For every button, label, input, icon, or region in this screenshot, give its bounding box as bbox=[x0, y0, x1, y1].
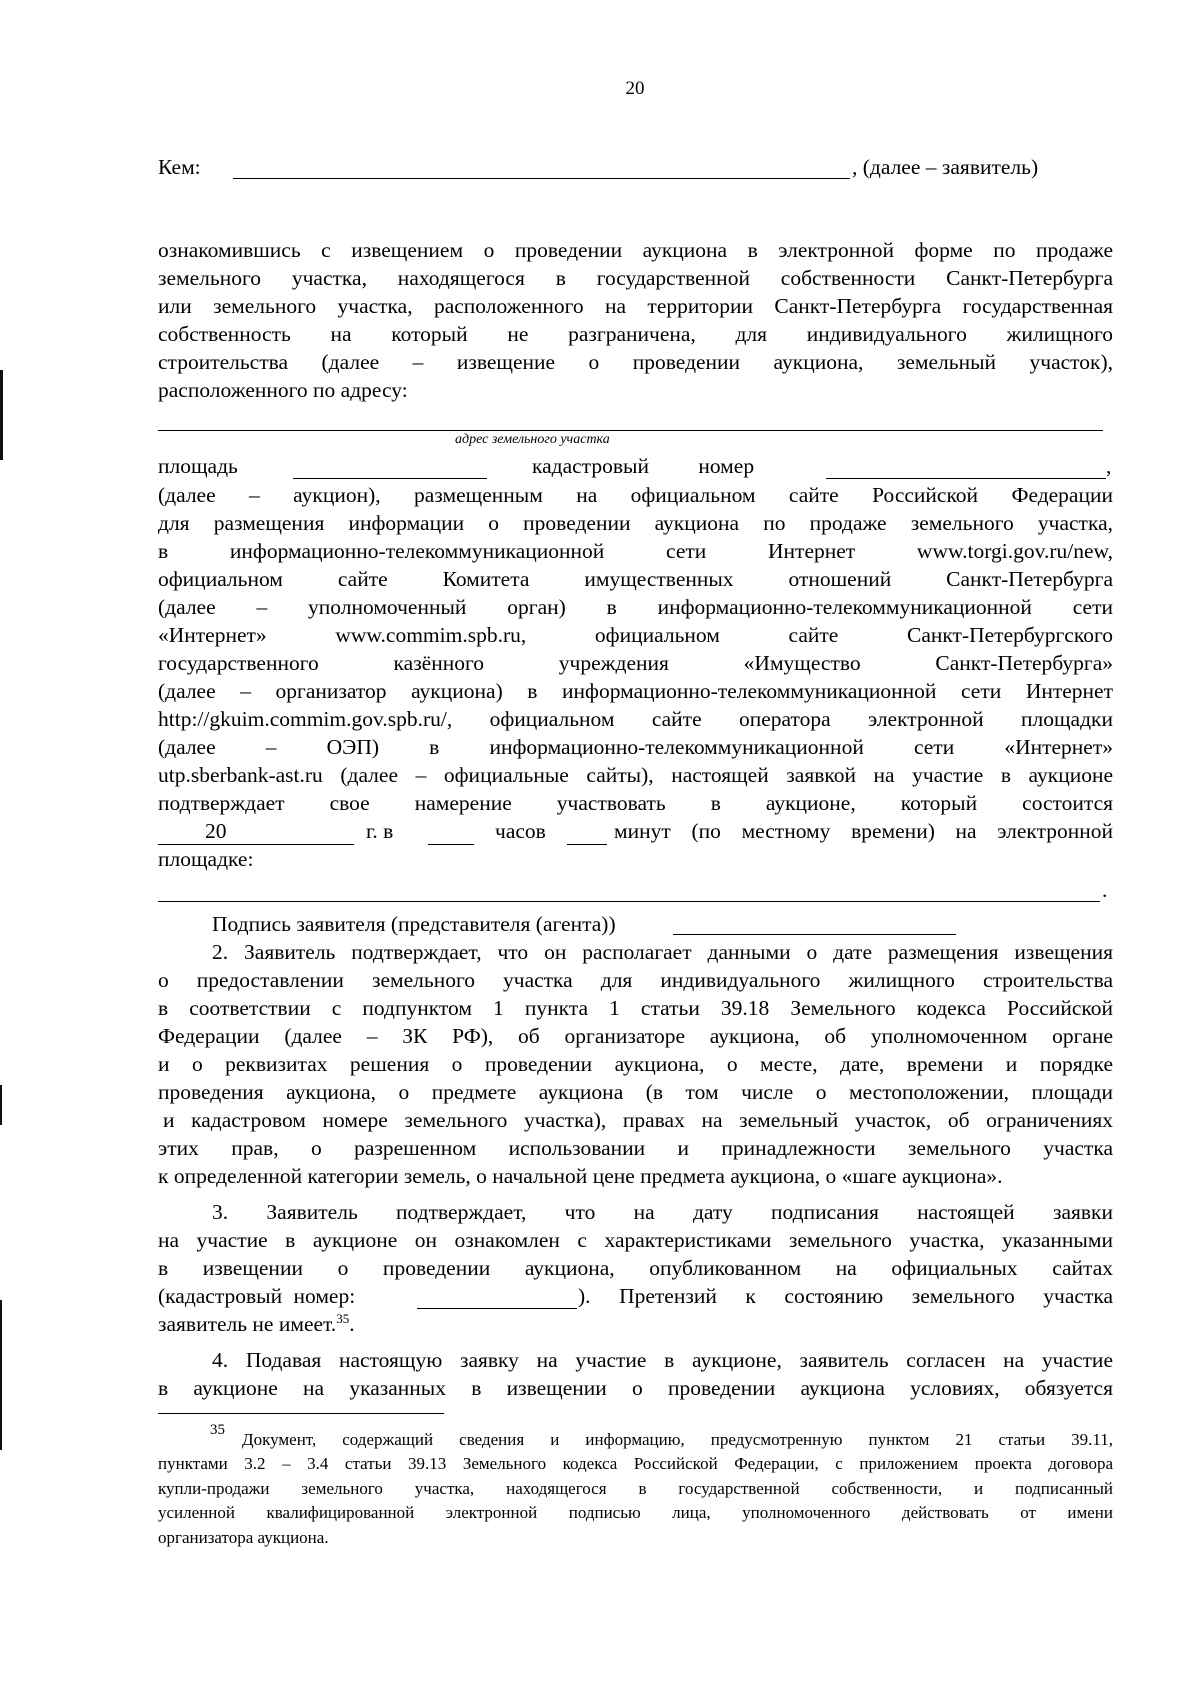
p4-cad-before: (кадастровый номер: bbox=[158, 1284, 356, 1308]
footnote-mark: 35 bbox=[210, 1422, 225, 1438]
p3-line-9: к определенной категории земель, о начальной цене предмета аукциона, о «шаге аукциона». bbox=[158, 1164, 1003, 1188]
p2-line-7: государственного казённого учреждения «Имущество Санкт-Петербурга» bbox=[158, 651, 1113, 675]
p3-line-8: этих прав, о разрешенном использовании и принадлежности земельного участка bbox=[158, 1136, 1113, 1160]
p2-line-4: официальном сайте Комитета имущественных отношений Санкт-Петербурга bbox=[158, 567, 1113, 591]
cadastral-comma: , bbox=[1106, 454, 1112, 478]
p1-line-2: земельного участка, находящегося в государственной собственности Санкт-Петербурга bbox=[158, 266, 1113, 290]
date-year: 20 bbox=[205, 819, 227, 843]
p4-line-3: в извещении о проведении аукциона, опубликованном на официальных сайтах bbox=[158, 1256, 1113, 1280]
signature-blank bbox=[673, 934, 956, 935]
area-label: площадь bbox=[158, 454, 238, 478]
p2-line-8: (далее – организатор аукциона) в информационно-телекоммуникационной сети Интернет bbox=[158, 679, 1113, 703]
p2-line-1: (далее – аукцион), размещенным на официальном сайте Российской Федерации bbox=[158, 483, 1113, 507]
page-number: 20 bbox=[625, 78, 645, 99]
scan-edge-mark bbox=[0, 1085, 2, 1125]
footnote-line-2: пунктами 3.2 – 3.4 статьи 39.13 Земельного кодекса Российской Федерации, с приложением проекта договора bbox=[158, 1454, 1113, 1473]
hours-label: часов bbox=[495, 819, 546, 843]
p3-line-7: и кадастровом номере земельного участка), правах на земельный участок, об ограничениях bbox=[163, 1108, 1113, 1132]
p1-line-5: строительства (далее – извещение о проведении аукциона, земельный участок), bbox=[158, 350, 1113, 374]
date-g: г. в bbox=[366, 819, 394, 843]
area-blank bbox=[293, 478, 487, 479]
p3-line-3: в соответствии с подпунктом 1 пункта 1 статьи 39.18 Земельного кодекса Российской bbox=[158, 996, 1113, 1020]
p4-cad-blank bbox=[417, 1308, 577, 1309]
p1-line-3: или земельного участка, расположенного на территории Санкт-Петербурга государственная bbox=[158, 294, 1113, 318]
platform-period: . bbox=[1102, 878, 1108, 902]
applicant-blank bbox=[233, 178, 850, 179]
signature-label: Подпись заявителя (представителя (агента)) bbox=[212, 912, 616, 936]
p3-line-2: о предоставлении земельного участка для индивидуального жилищного строительства bbox=[158, 968, 1113, 992]
p1-line-1: ознакомившись с извещением о проведении аукциона в электронной форме по продаже bbox=[158, 238, 1113, 262]
p2-line-12: подтверждает свое намерение участвовать в аукционе, который состоится bbox=[158, 791, 1113, 815]
p2-line-2: для размещения информации о проведении аукциона по продаже земельного участка, bbox=[158, 511, 1113, 535]
by-label: Кем: bbox=[158, 155, 201, 179]
p5-line-2: в аукционе на указанных в извещении о проведении аукциона условиях, обязуется bbox=[158, 1376, 1113, 1400]
p4-cad-after: ). Претензий к состоянию земельного участка bbox=[578, 1284, 1113, 1308]
cadastral-blank bbox=[826, 478, 1106, 479]
p3-line-5: и о реквизитах решения о проведении аукциона, о месте, дате, времени и порядке bbox=[158, 1052, 1113, 1076]
p1-line-4: собственность на который не разграничена, для индивидуального жилищного bbox=[158, 322, 1113, 346]
p4-line-2: на участие в аукционе он ознакомлен с характеристиками земельного участка, указанными bbox=[158, 1228, 1113, 1252]
scan-edge-mark bbox=[0, 1300, 2, 1450]
footnote-separator bbox=[158, 1413, 444, 1414]
p4-line-5: заявитель не имеет.$^{35}$. bbox=[158, 1310, 355, 1336]
p3-line-1: 2. Заявитель подтверждает, что он располагает данными о дате размещения извещения bbox=[212, 940, 1113, 964]
p2-line-11: utp.sberbank-ast.ru (далее – официальные сайты), настоящей заявкой на участие в аукционе bbox=[158, 763, 1113, 787]
p2-line-3: в информационно-телекоммуникационной сети Интернет www.torgi.gov.ru/new, bbox=[158, 539, 1113, 563]
scan-edge-mark bbox=[0, 370, 3, 460]
p2-line-10: (далее – ОЭП) в информационно-телекоммуникационной сети «Интернет» bbox=[158, 735, 1113, 759]
platform-label: площадке: bbox=[158, 847, 254, 871]
footnote-line-1: Документ, содержащий сведения и информацию, предусмотренную пунктом 21 статьи 39.11, bbox=[242, 1430, 1113, 1449]
p4-line-1: 3. Заявитель подтверждает, что на дату подписания настоящей заявки bbox=[212, 1200, 1113, 1224]
p2-line-9: http://gkuim.commim.gov.spb.ru/, официальном сайте оператора электронной площадки bbox=[158, 707, 1113, 731]
footnote-line-5: организатора аукциона. bbox=[158, 1528, 329, 1547]
address-blank bbox=[158, 430, 1103, 431]
platform-blank bbox=[158, 901, 1100, 902]
p3-line-6: проведения аукциона, о предмете аукциона (в том числе о местоположении, площади bbox=[158, 1080, 1113, 1104]
applicant-suffix: , (далее – заявитель) bbox=[852, 155, 1039, 179]
p2-line-6: «Интернет» www.commim.spb.ru, официальном сайте Санкт-Петербургского bbox=[158, 623, 1113, 647]
footnote-line-3: купли-продажи земельного участка, находящегося в государственной собственности, и подписанный bbox=[158, 1479, 1113, 1498]
cadastral-label: кадастровый номер bbox=[532, 454, 755, 478]
p3-line-4: Федерации (далее – ЗК РФ), об организаторе аукциона, об уполномоченном органе bbox=[158, 1024, 1113, 1048]
p1-line-6: расположенного по адресу: bbox=[158, 378, 408, 402]
p2-line-5: (далее – уполномоченный орган) в информационно-телекоммуникационной сети bbox=[158, 595, 1113, 619]
footnote-line-4: усиленной квалифицированной электронной подписью лица, уполномоченного действовать от имени bbox=[158, 1503, 1113, 1522]
p5-line-1: 4. Подавая настоящую заявку на участие в аукционе, заявитель согласен на участие bbox=[212, 1348, 1113, 1372]
address-caption: адрес земельного участка bbox=[455, 432, 610, 447]
minutes-label: минут (по местному времени) на электронной bbox=[614, 819, 1113, 843]
